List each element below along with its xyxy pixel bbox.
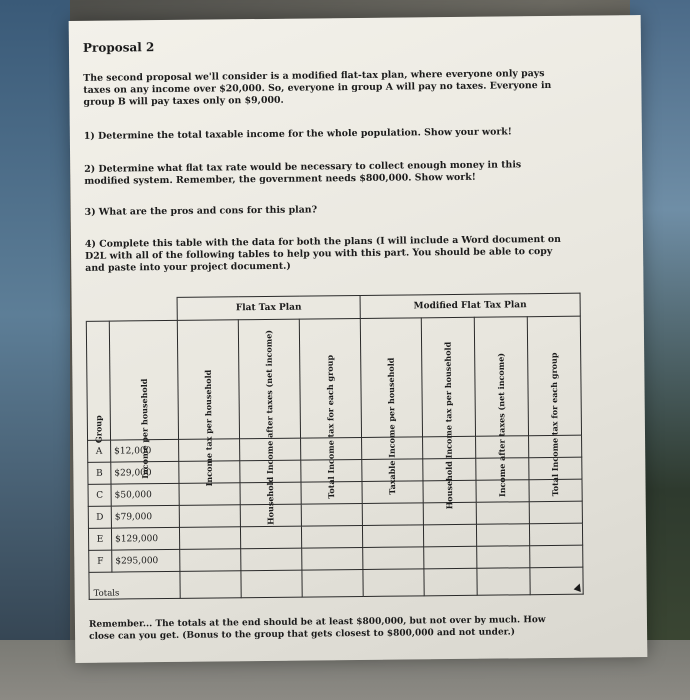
table-cell [241, 570, 302, 598]
income-cell: $12,000 [111, 439, 179, 462]
flat-tax-header: Flat Tax Plan [177, 295, 360, 320]
table-cell [476, 524, 529, 547]
table-cell [363, 569, 424, 597]
table-cell [362, 503, 423, 526]
tax-table [86, 293, 584, 600]
column-header: Household Income tax per household [421, 317, 475, 437]
income-cell: $50,000 [111, 483, 179, 506]
background-left [0, 0, 70, 700]
table-cell [529, 501, 582, 524]
table-blank-header [86, 297, 177, 321]
table-cell [424, 546, 477, 569]
table-cell [302, 547, 363, 570]
page-title: Proposal 2 [82, 40, 155, 55]
group-cell: C [88, 484, 111, 506]
column-header: Group [86, 321, 110, 440]
table-cell [302, 569, 363, 597]
totals-row [89, 567, 583, 599]
table-cell [476, 502, 529, 525]
table-cell [180, 571, 241, 599]
column-header: Household Income after taxes (net income) [238, 319, 300, 439]
intro-paragraph: The second proposal we'll consider is a modified flat-tax plan, where everyone only pays taxes on any income over $20,000. So, everyone in group A will pay no taxes. Everyone in group B will pay taxes only on $9,000. [83, 68, 552, 108]
totals-label: Totals [89, 571, 180, 599]
income-cell: $129,000 [111, 527, 179, 550]
column-header: Income tax per household [177, 320, 239, 440]
table-cell [423, 524, 476, 547]
question-1: 1) Determine the total taxable income for the whole population. Show your work! [83, 126, 512, 142]
question-2: 2) Determine what flat tax rate would be necessary to collect enough money in this modified system. Remember, the government needs $800,000. Show work! [84, 159, 522, 187]
table-cell [301, 525, 362, 548]
table-cell [179, 505, 240, 528]
table-cell [241, 548, 302, 571]
table-cell [477, 568, 530, 596]
column-header: Taxable Income per household [360, 318, 422, 438]
remember-note: Remember... The totals at the end should be at least $800,000, but not over by much. How close can you get. (Bonus to the group that gets closest to $800,000 and not under.) [88, 615, 546, 642]
column-header: Income after taxes (net income) [474, 317, 528, 437]
table-cell [424, 568, 477, 596]
table-cell [529, 523, 582, 546]
column-header: Total Income tax for each group [299, 318, 361, 438]
modified-flat-tax-header: Modified Flat Tax Plan [360, 293, 580, 318]
table-cell [362, 525, 423, 548]
table-cell [530, 545, 583, 568]
table-cell [180, 549, 241, 572]
group-cell: F [89, 550, 112, 572]
question-4: 4) Complete this table with the data for both the plans (I will include a Word document on D2L with all of the following tables to help you with this part. You should be able to copy and paste into your project document.) [84, 233, 562, 274]
group-cell: E [88, 528, 111, 550]
income-cell: $29,000 [111, 461, 179, 484]
table-column-header-row [86, 316, 581, 440]
column-header: Income per household [109, 320, 178, 440]
worksheet-paper [69, 15, 648, 663]
column-header: Total Income tax for each group [527, 316, 581, 436]
table-cell [240, 526, 301, 549]
table-cell [363, 547, 424, 570]
question-3: 3) What are the pros and cons for this plan? [84, 204, 318, 218]
group-cell: B [88, 462, 111, 484]
pointer-arrow-icon: ▲ [573, 580, 584, 594]
table-cell [179, 527, 240, 550]
income-cell: $79,000 [111, 505, 179, 528]
group-cell: D [88, 506, 111, 528]
group-cell: A [88, 440, 111, 462]
table-cell [301, 503, 362, 526]
income-cell: $295,000 [112, 549, 180, 572]
table-cell [477, 546, 530, 569]
